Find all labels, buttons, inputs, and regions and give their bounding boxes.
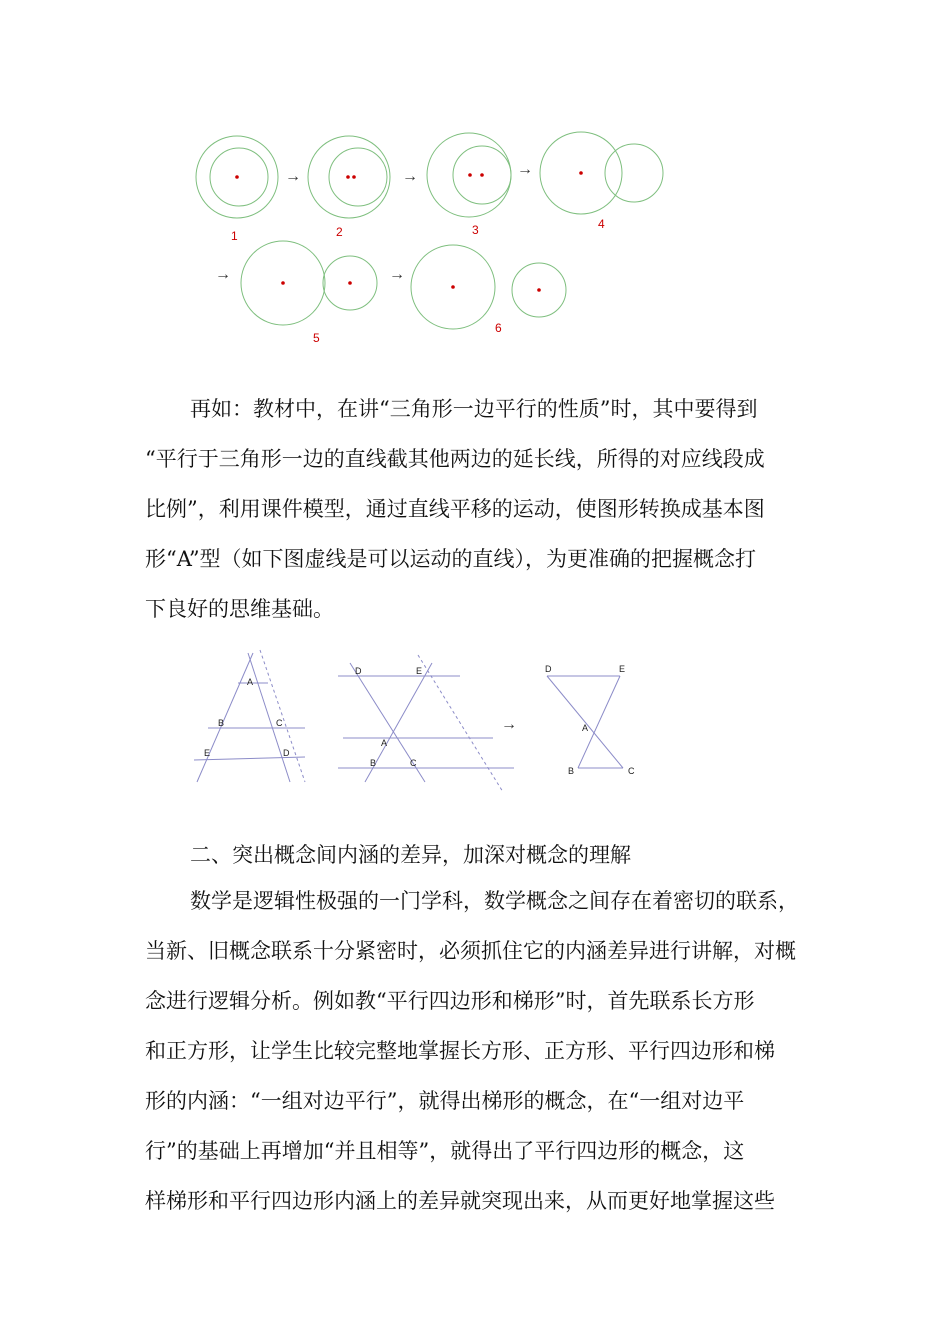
arrow-icon: →: [285, 168, 301, 185]
triangle-side: [578, 676, 620, 768]
paragraph-2: [145, 876, 815, 1226]
point-label: D: [545, 664, 552, 674]
center-dot: [480, 173, 484, 177]
circles-figure: [0, 0, 950, 360]
triangle-side: [197, 653, 253, 782]
text-line: 数学是逻辑性极强的一门学科，数学概念之间存在着密切的联系，: [190, 889, 799, 913]
step-label: 2: [336, 225, 343, 239]
text-line: 再如：教材中，在讲“三角形一边平行的性质”时，其中要得到: [190, 397, 758, 421]
circle: [210, 148, 268, 206]
arrow-icon: →: [501, 716, 517, 733]
triangle-side: [248, 653, 290, 782]
arrow-icon: →: [517, 161, 533, 178]
step-label: 5: [313, 331, 320, 345]
circle: [605, 144, 663, 202]
point-label: B: [218, 718, 225, 728]
point-label: E: [204, 748, 211, 758]
section-heading: 二、突出概念间内涵的差异，加深对概念的理解: [190, 843, 631, 867]
arrow-icon: →: [389, 266, 405, 283]
center-dot: [348, 281, 352, 285]
step-label: 1: [231, 229, 238, 243]
text-line: 和正方形，让学生比较完整地掌握长方形、正方形、平行四边形和梯: [145, 1039, 775, 1063]
center-dot: [537, 288, 541, 292]
point-label: A: [381, 738, 388, 748]
arrow-icon: →: [215, 266, 231, 283]
moving-line: [260, 650, 305, 782]
center-dot: [451, 285, 455, 289]
moving-line: [418, 655, 503, 792]
triangle-side: [365, 663, 432, 782]
text-line: 下良好的思维基础。: [145, 597, 334, 621]
triangle-side: [547, 676, 623, 768]
text-line: “平行于三角形一边的直线截其他两边的延长线，所得的对应线段成: [145, 447, 765, 471]
point-label: D: [355, 666, 362, 676]
center-dot: [352, 175, 356, 179]
point-label: C: [628, 766, 635, 776]
arrow-icon: →: [402, 168, 418, 185]
center-dot: [579, 171, 583, 175]
text-line: 样梯形和平行四边形内涵上的差异就突现出来，从而更好地掌握这些: [145, 1189, 775, 1213]
text-line: 行”的基础上再增加“并且相等”，就得出了平行四边形的概念，这: [145, 1139, 745, 1163]
point-label: E: [619, 664, 626, 674]
point-label: D: [283, 748, 290, 758]
triangle-side: [350, 663, 425, 782]
point-label: C: [410, 758, 417, 768]
center-dot: [346, 175, 350, 179]
text-line: 当新、旧概念联系十分紧密时，必须抓住它的内涵差异进行讲解，对概: [145, 939, 796, 963]
text-line: 念进行逻辑分析。例如教“平行四边形和梯形”时，首先联系长方形: [145, 989, 755, 1013]
center-dot: [281, 281, 285, 285]
center-dot: [235, 175, 239, 179]
text-line: 比例”，利用课件模型，通过直线平移的运动，使图形转换成基本图: [145, 497, 765, 521]
step-label: 4: [598, 217, 605, 231]
text-line: 形的内涵：“一组对边平行”，就得出梯形的概念，在“一组对边平: [145, 1089, 745, 1113]
parallel-line: [194, 757, 305, 760]
point-label: A: [582, 723, 589, 733]
point-label: E: [416, 666, 423, 676]
step-label: 3: [472, 223, 479, 237]
point-label: A: [247, 677, 254, 687]
point-label: B: [370, 758, 377, 768]
step-label: 6: [495, 321, 502, 335]
point-label: B: [568, 766, 575, 776]
center-dot: [468, 173, 472, 177]
point-label: C: [276, 718, 283, 728]
paragraph-1: [145, 384, 815, 634]
text-line: 形“A”型（如下图虚线是可以运动的直线），为更准确的把握概念打: [145, 547, 757, 571]
circle: [329, 148, 387, 206]
